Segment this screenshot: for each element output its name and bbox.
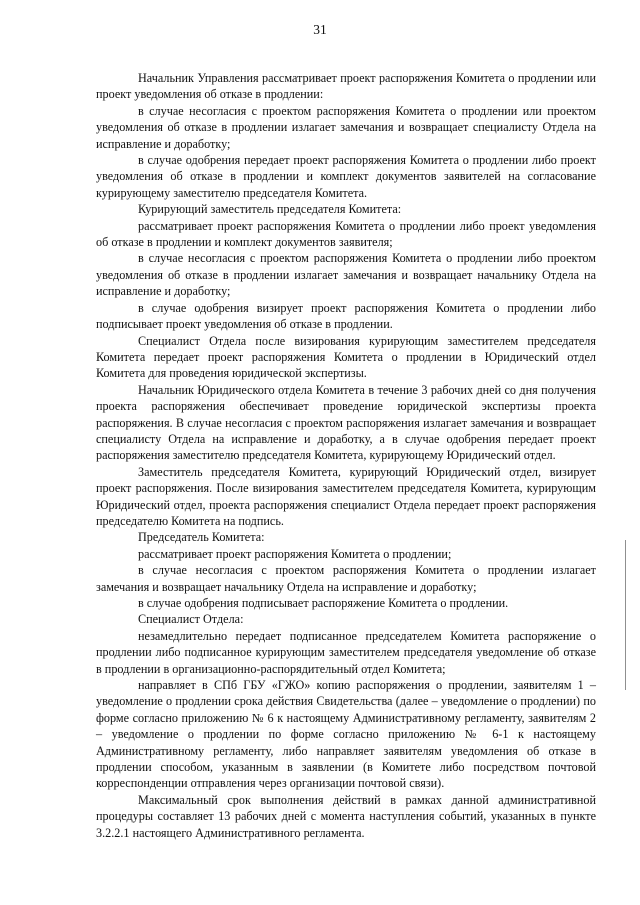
paragraph: в случае несогласия с проектом распоряжения Комитета о продлении излагает замечания и возвращает начальнику Отдела на исправление и доработку; xyxy=(96,563,596,594)
paragraph: Курирующий заместитель председателя Комитета: xyxy=(138,202,402,217)
paragraph: направляет в СПб ГБУ «ГЖО» копию распоряжения о продлении, заявителям 1 – уведомление о продлении срока действия Свидетельства (далее – уведомление о продлении) по форме согласно приложению № 6 к настоящему Административному регламенту, заявителям 2 – уведомление о продлении по форме согласно приложению № 6-1 к настоящему Административному регламенту, либо направляет заявителям уведомления об отказе в продлении способом, указанным в заявлении (в Комитете либо посредством почтовой корреспонденции отправления через организации почтовой связи). xyxy=(96,678,596,791)
paragraph: Заместитель председателя Комитета, курирующий Юридический отдел, визирует проект распоряжения. После визирования заместителем председателя Комитета, курирующим Юридический отдел, проекта распоряжения специалист Отдела передает проект распоряжения председателю Комитета на подпись. xyxy=(96,464,596,528)
paragraph: в случае одобрения визирует проект распоряжения Комитета о продлении либо подписывает проект уведомления об отказе в продлении. xyxy=(96,300,596,332)
paragraph: Начальник Юридического отдела Комитета в течение 3 рабочих дней со дня получения проекта распоряжения обеспечивает проведение юридической экспертизы проекта распоряжения. В случае несогласия с проектом распоряжения излагает замечания и возвращает специалисту Отдела на исправление и доработку, а в случае одобрения передает проект распоряжения заместителю председателя Комитета, курирующему Юридический отдел. xyxy=(96,382,596,463)
paragraph: Начальник Управления рассматривает проект распоряжения Комитета о продлении или проект уведомления об отказе в продлении: xyxy=(96,71,596,102)
paragraph: незамедлительно передает подписанное председателем Комитета распоряжение о продлении либо подписанное курирующим заместителем председателя уведомление об отказе в продлении в организационно-распорядительный отдел Комитета; xyxy=(96,628,596,676)
paragraph: в случае несогласия с проектом распоряжения Комитета о продлении либо проектом уведомления об отказе в продлении излагает замечания и возвращает начальнику Отдела на исправление и доработку; xyxy=(96,251,596,299)
paragraph: в случае несогласия с проектом распоряжения Комитета о продлении или проектом уведомления об отказе в продлении излагает замечания и возвращает специалисту Отдела на исправление и доработку; xyxy=(96,103,596,151)
paragraph: Специалист Отдела после визирования курирующим заместителем председателя Комитета передает проект распоряжения Комитета о продлении в Юридический отдел Комитета для проведения юридической экспертизы. xyxy=(96,333,596,381)
paragraph: в случае одобрения передает проект распоряжения Комитета о продлении либо проект уведомления об отказе в продлении и комплект документов заявителей на согласование курирующему заместителю председателя Комитета. xyxy=(96,153,596,200)
document-body xyxy=(96,70,596,841)
page-number: 31 xyxy=(313,22,327,37)
paragraph: Специалист Отдела: xyxy=(138,612,244,627)
paragraph: Максимальный срок выполнения действий в рамках данной административной процедуры составляет 13 рабочих дней с момента наступления событий, указанных в пункте 3.2.2.1 настоящего Административного регламента. xyxy=(96,792,596,840)
paragraph: рассматривает проект распоряжения Комитета о продлении; xyxy=(138,546,452,561)
paragraph: в случае одобрения подписывает распоряжение Комитета о продлении. xyxy=(138,596,509,610)
scan-edge-line xyxy=(625,540,626,690)
paragraph: Председатель Комитета: xyxy=(138,530,265,545)
paragraph: рассматривает проект распоряжения Комитета о продлении либо проект уведомления об отказе в продлении и комплект документов заявителя; xyxy=(96,218,596,250)
